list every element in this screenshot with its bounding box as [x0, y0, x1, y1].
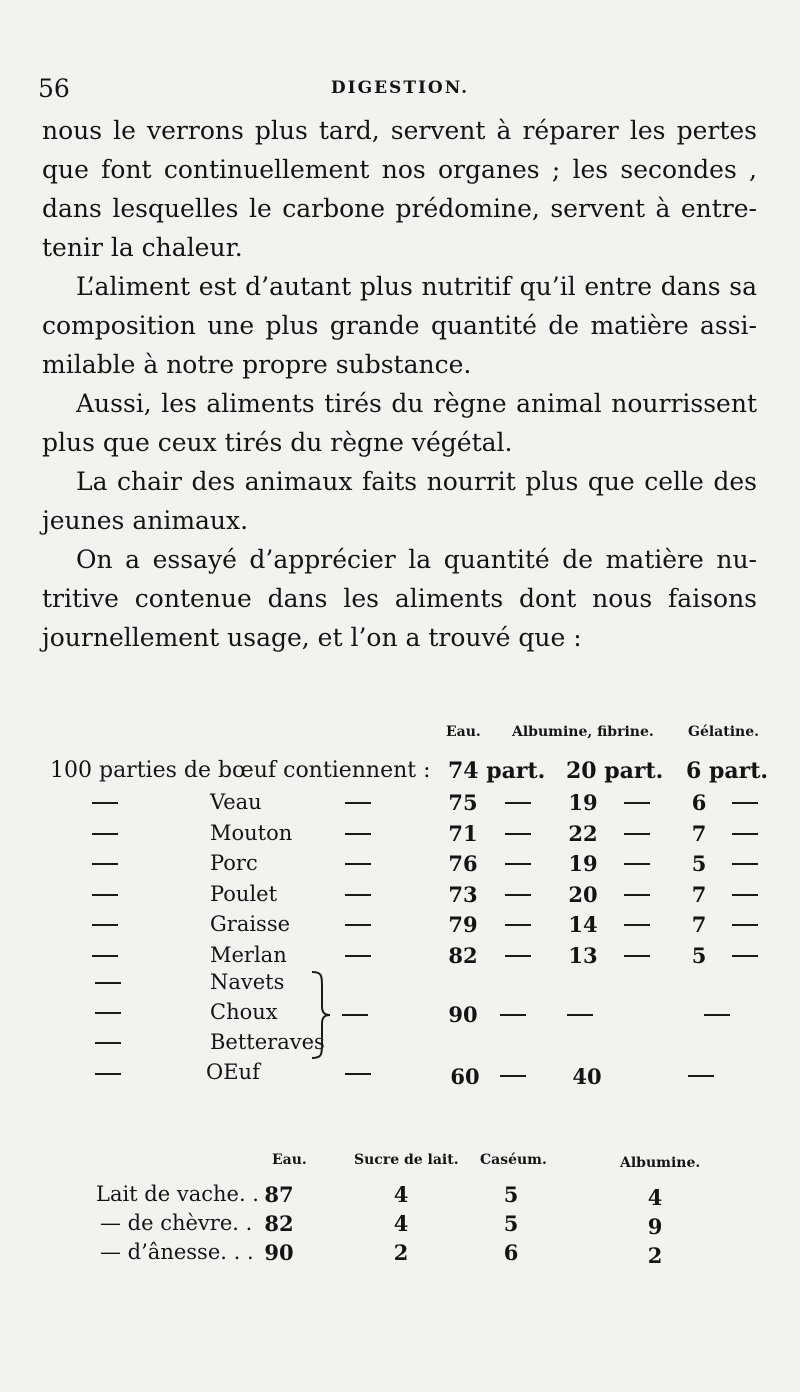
table1-row-gelatine: 5	[691, 943, 707, 968]
table2-row-caseum: 5	[503, 1211, 519, 1236]
running-title: DIGESTION.	[330, 78, 470, 98]
table1-row-name: Veau	[210, 790, 262, 814]
table1-row-gelatine: 7	[691, 912, 707, 937]
ditto-dash	[624, 894, 650, 896]
ditto-dash	[704, 1014, 730, 1016]
table1-header-gelatine: Gélatine.	[688, 724, 759, 740]
ditto-dash	[92, 894, 118, 896]
ditto-dash	[345, 863, 371, 865]
table2-row-name: — d’ânesse. . .	[100, 1240, 254, 1264]
ditto-dash	[732, 863, 758, 865]
ditto-dash	[500, 1014, 526, 1016]
table1-first-row-eau: 74 part.	[448, 758, 546, 784]
table2-row-eau: 82	[264, 1211, 294, 1236]
ditto-dash	[92, 863, 118, 865]
text-line: La chair des animaux faits nourrit plus que celle des	[76, 467, 757, 496]
table1-row-gelatine: 6	[691, 790, 707, 815]
table1-row-name: Mouton	[210, 821, 293, 845]
ditto-dash	[624, 802, 650, 804]
table1-row-name: Porc	[210, 851, 258, 875]
ditto-dash	[688, 1075, 714, 1077]
table1-header-eau: Eau.	[446, 724, 481, 740]
ditto-dash	[500, 1075, 526, 1077]
ditto-dash	[505, 894, 531, 896]
table2-row-sucre: 4	[393, 1182, 409, 1207]
text-line: nous le verrons plus tard, servent à réparer les pertes	[42, 116, 757, 145]
ditto-dash	[732, 802, 758, 804]
ditto-dash	[95, 982, 121, 984]
ditto-dash	[95, 1073, 121, 1075]
text-line: Aussi, les aliments tirés du règne animal nourrissent	[76, 389, 757, 418]
table1-row-gelatine: 7	[691, 821, 707, 846]
table2-row-sucre: 4	[393, 1211, 409, 1236]
ditto-dash	[732, 924, 758, 926]
text-line: plus que ceux tirés du règne végétal.	[42, 428, 513, 457]
table2-header-eau: Eau.	[272, 1152, 307, 1168]
text-line: tritive contenue dans les aliments dont nous faisons	[42, 584, 757, 613]
ditto-dash	[732, 955, 758, 957]
table1-row-albumine: 14	[568, 912, 598, 937]
ditto-dash	[567, 1014, 593, 1016]
table2-row-eau: 90	[264, 1240, 294, 1265]
text-line: composition une plus grande quantité de matière assi-	[42, 311, 757, 340]
table1-first-row-albumine: 20 part.	[566, 758, 664, 784]
text-line: On a essayé d’apprécier la quantité de matière nu-	[76, 545, 757, 574]
text-line: dans lesquelles le carbone prédomine, servent à entre-	[42, 194, 757, 223]
ditto-dash	[505, 924, 531, 926]
table1-row-eau: 76	[448, 851, 478, 876]
ditto-dash	[505, 802, 531, 804]
ditto-dash	[505, 833, 531, 835]
table2-header-albumine: Albumine.	[620, 1155, 701, 1171]
page-number: 56	[38, 74, 70, 103]
table1-row-albumine: 19	[568, 790, 598, 815]
ditto-dash	[624, 833, 650, 835]
table2-header-sucre: Sucre de lait.	[354, 1152, 459, 1168]
text-line: milable à notre propre substance.	[42, 350, 472, 379]
table2-row-albumine: 9	[647, 1214, 663, 1239]
table1-first-row-gelatine: 6 part.	[686, 758, 769, 784]
table1-last-name: OEuf	[206, 1060, 260, 1084]
text-line: journellement usage, et l’on a trouvé que :	[42, 623, 582, 652]
table2-row-eau: 87	[264, 1182, 294, 1207]
ditto-dash	[345, 894, 371, 896]
table2-row-sucre: 2	[393, 1240, 409, 1265]
table1-row-eau: 73	[448, 882, 478, 907]
table1-group-eau: 90	[448, 1002, 478, 1027]
grouping-brace	[310, 970, 332, 1060]
table1-first-row-label: 100 parties de bœuf contiennent :	[50, 758, 431, 783]
ditto-dash	[92, 802, 118, 804]
text-line: L’aliment est d’autant plus nutritif qu’il entre dans sa	[76, 272, 757, 301]
ditto-dash	[505, 955, 531, 957]
table1-row-name: Poulet	[210, 882, 278, 906]
ditto-dash	[92, 833, 118, 835]
table2-row-caseum: 5	[503, 1182, 519, 1207]
table2-row-name: Lait de vache. .	[96, 1182, 259, 1206]
table2-header-caseum: Caséum.	[480, 1152, 547, 1168]
table1-row-albumine: 13	[568, 943, 598, 968]
table1-group-name: Navets	[210, 970, 285, 994]
table1-last-eau: 60	[450, 1064, 480, 1089]
table2-row-name: — de chèvre. .	[100, 1211, 253, 1235]
ditto-dash	[345, 955, 371, 957]
ditto-dash	[624, 955, 650, 957]
table1-row-eau: 79	[448, 912, 478, 937]
table1-last-albumine: 40	[572, 1064, 602, 1089]
table2-row-caseum: 6	[503, 1240, 519, 1265]
ditto-dash	[345, 924, 371, 926]
table1-group-name: Choux	[210, 1000, 278, 1024]
text-line: jeunes animaux.	[42, 506, 249, 535]
ditto-dash	[345, 802, 371, 804]
table1-row-albumine: 22	[568, 821, 598, 846]
ditto-dash	[505, 863, 531, 865]
ditto-dash	[732, 894, 758, 896]
table2-row-albumine: 2	[647, 1243, 663, 1268]
table1-row-eau: 71	[448, 821, 478, 846]
table1-header-albumine: Albumine, fibrine.	[512, 724, 654, 740]
ditto-dash	[342, 1014, 368, 1016]
table1-row-albumine: 20	[568, 882, 598, 907]
table1-row-eau: 75	[448, 790, 478, 815]
ditto-dash	[92, 955, 118, 957]
table1-row-name: Graisse	[210, 912, 291, 936]
table1-row-name: Merlan	[210, 943, 287, 967]
table1-row-gelatine: 5	[691, 851, 707, 876]
table2-row-albumine: 4	[647, 1185, 663, 1210]
ditto-dash	[345, 833, 371, 835]
ditto-dash	[92, 924, 118, 926]
ditto-dash	[624, 863, 650, 865]
table1-row-albumine: 19	[568, 851, 598, 876]
table1-row-eau: 82	[448, 943, 478, 968]
table1-row-gelatine: 7	[691, 882, 707, 907]
ditto-dash	[95, 1012, 121, 1014]
ditto-dash	[732, 833, 758, 835]
ditto-dash	[624, 924, 650, 926]
text-line: tenir la chaleur.	[42, 233, 243, 262]
table1-group-name: Betteraves	[210, 1030, 325, 1054]
ditto-dash	[95, 1042, 121, 1044]
ditto-dash	[345, 1073, 371, 1075]
text-line: que font continuellement nos organes ; les secondes ,	[42, 155, 757, 184]
